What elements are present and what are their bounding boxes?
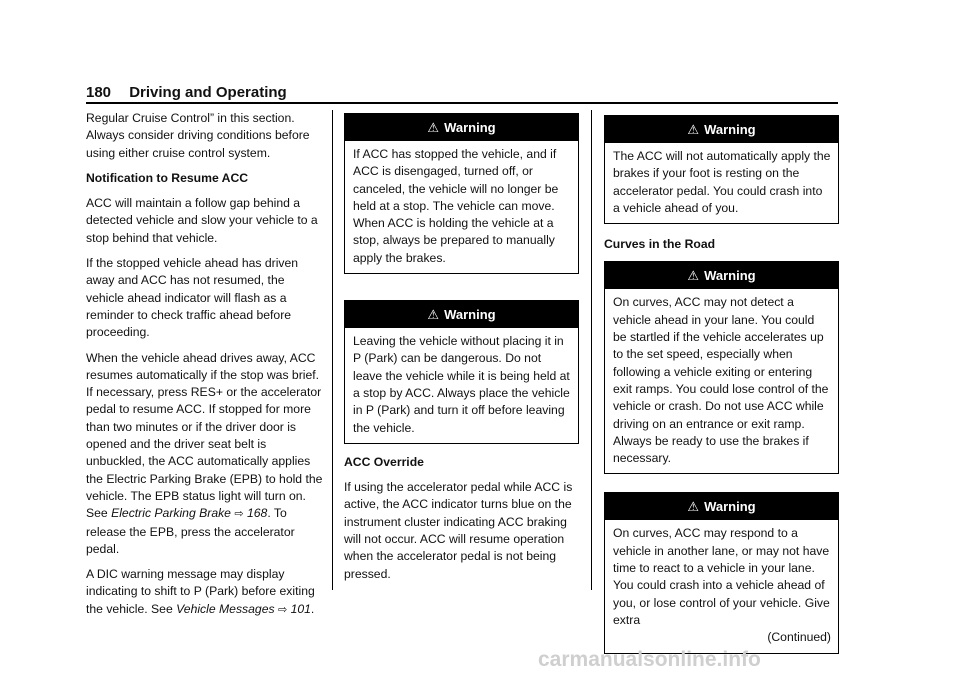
column-divider-2 [591,110,592,590]
column-divider-1 [332,110,333,590]
subheading-acc-override: ACC Override [344,454,424,469]
subheading-curves-in-road: Curves in the Road [604,237,716,252]
watermark: carmanualsonline.info [538,648,761,671]
warning-box [604,261,839,474]
paragraph: Regular Cruise Control” in this section. Always consider driving conditions before using either cruise control system. [86,111,310,160]
column-1 [86,110,324,627]
xref-vehicle-messages[interactable]: Vehicle Messages [176,601,275,616]
xref-page-168[interactable]: 168 [246,506,268,521]
warning-header: ⚠ Warning [345,301,578,328]
page-reference-arrow-icon: ⇨ [277,603,288,616]
page-reference-arrow-icon: ⇨ [234,508,244,521]
xref-page-101[interactable]: 101 [290,601,311,616]
paragraph-dic: A DIC warning message may display indicating to shift to P (Park) before exiting the vehicle. See Vehicle Messages ⇨ 101. [86,567,315,616]
warning-header: ⚠ Warning [605,262,838,289]
warning-triangle-icon: ⚠ [427,120,440,135]
warning-text: On curves, ACC may respond to a vehicle in another lane, or may not have time to react to a vehicle in your lane. You could crash into a vehicle ahead of you, or lose control of your vehicle. Give extra (Continued) [605,520,838,652]
column-3 [604,115,839,670]
warning-header: ⚠ Warning [605,493,838,520]
warning-text: Leaving the vehicle without placing it in P (Park) can be dangerous. Do not leave the vehicle while it is being held at a stop by ACC. Always place the vehicle in P (Park) and turn it off before leaving the vehicle. [353,334,570,435]
warning-triangle-icon: ⚠ [687,499,700,515]
warning-box [604,115,839,224]
warning-header: ⚠ Warning [345,114,578,141]
paragraph: ACC will maintain a follow gap behind a detected vehicle and slow your vehicle to a stop behind that vehicle. [86,196,318,245]
warning-triangle-icon: ⚠ [687,122,700,137]
column-2 [344,113,579,591]
warning-header: ⚠ Warning [605,116,838,143]
xref-electric-parking-brake[interactable]: Electric Parking Brake [111,506,231,521]
paragraph: If using the accelerator pedal while ACC is active, the ACC indicator turns blue on the instrument cluster indicating ACC braking will not occur. ACC will resume operation when the accelerator pedal is not being pressed. [344,480,573,581]
paragraph: If the stopped vehicle ahead has driven away and ACC has not resumed, the vehicle ahead indicator will flash as a reminder to check traffic ahead before proceeding. [86,256,299,340]
warning-text: If ACC has stopped the vehicle, and if ACC is disengaged, turned off, or canceled, the vehicle will no longer be held at a stop. The vehicle can move. When ACC is holding the vehicle at a stop, always be prepared to manually apply the brakes. [353,147,559,265]
warning-box [344,113,579,274]
page-header [86,84,287,101]
warning-triangle-icon: ⚠ [687,268,700,284]
warning-text: The ACC will not automatically apply the brakes if your foot is resting on the accelerator pedal. You could crash into a vehicle ahead of you. [613,149,831,215]
warning-text: On curves, ACC may not detect a vehicle ahead in your lane. You could be startled if the vehicle accelerates up to the set speed, especially when following a vehicle exiting or entering exit ramps. You could lose control of the vehicle or crash. Do not use ACC while driving on an entrance or exit ramp. Always be ready to use the brakes if necessary. [613,295,829,466]
subheading-notification-resume-acc: Notification to Resume ACC [86,170,249,185]
paragraph-epb: When the vehicle ahead drives away, ACC resumes automatically if the stop was brief. If necessary, press RES+ or the accelerator pedal to resume ACC. If stopped for more than two minutes or if the driver door is opened and the driver seat belt is unbuckled, the ACC automatically applies the Electric Parking Brake (EPB) to hold the vehicle. The EPB status light will turn on. See Electric Parking Brake ⇨ 168. To release the EPB, press the accelerator pedal. [86,350,323,556]
header-rule [86,102,838,104]
section-title: Driving and Operating [129,84,287,101]
warning-box [344,300,579,444]
warning-triangle-icon: ⚠ [427,307,440,323]
page-number: 180 [86,84,112,101]
continued-label: (Continued) [767,630,831,645]
warning-box [604,492,839,653]
